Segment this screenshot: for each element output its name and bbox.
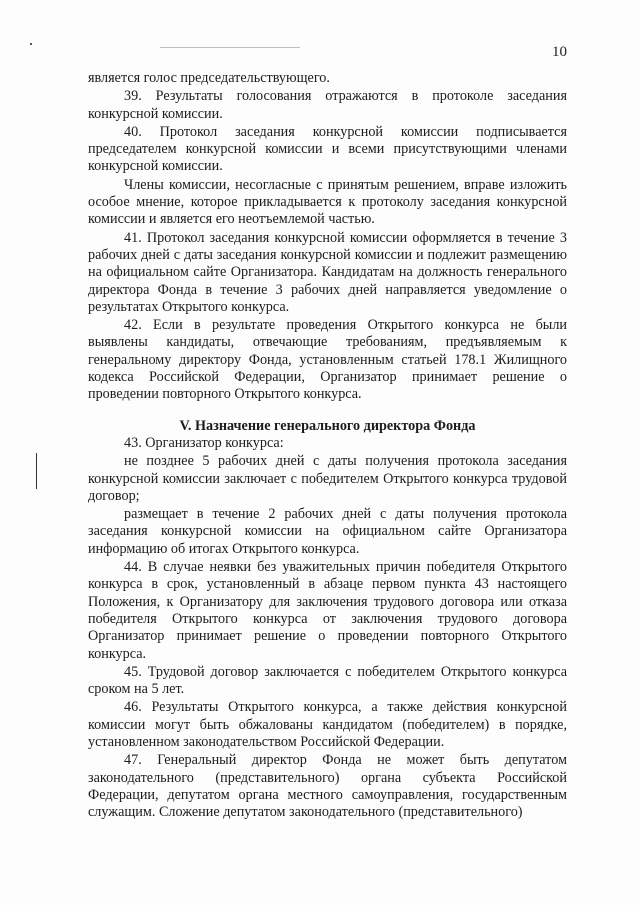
paragraph-43: 43. Организатор конкурса: [124,434,284,451]
paragraph-39: 39. Результаты голосования отражаются в протоколе заседания конкурсной комиссии. [88,88,567,122]
paragraph-46: 46. Результаты Открытого конкурса, а также действия конкурсной комиссии могут быть обжалованы кандидатом (победителем) в порядке, установленном законодательством Российской Федерации. [88,699,567,750]
scan-margin-line [36,453,37,489]
scan-dot [30,43,32,45]
paragraph-42: 42. Если в результате проведения Открытого конкурса не были выявлены кандидаты, отвечающие требованиям, предъявляемым к генеральному директору Фонда, установленным статьей 178.1 Жилищного кодекса Российской Федерации, Организатор принимает решение о проведении повторного Открытого конкурса. [88,317,567,403]
document-body [88,70,567,821]
paragraph-40: 40. Протокол заседания конкурсной комиссии подписывается председателем конкурсной комиссии и всеми присутствующими членами конкурсной комиссии. [88,123,567,175]
page-number: 10 [552,44,567,60]
paragraph-43-item-1: не позднее 5 рабочих дней с даты получения протокола заседания конкурсной комиссии заключает с победителем Открытого конкурса трудовой договор; [88,453,567,504]
paragraph-44: 44. В случае неявки без уважительных причин победителя Открытого конкурса в срок, установленный в абзаце первом пункта 43 настоящего Положения, к Организатору для заключения трудового договора или отказа победителя Открытого конкурса от заключения трудового договора Организатор принимает решение о проведении повторного Открытого конкурса. [88,559,567,662]
paragraph-dissent: Члены комиссии, несогласные с принятым решением, вправе изложить особое мнение, которое прикладывается к протоколу заседания конкурсной комиссии и является его неотъемлемой частью. [88,176,567,228]
paragraph-45: 45. Трудовой договор заключается с победителем Открытого конкурса сроком на 5 лет. [88,663,567,698]
paragraph-continuation: является голос председательствующего. [88,70,330,86]
scan-streak [160,47,300,48]
paragraph-47: 47. Генеральный директор Фонда не может быть депутатом законодательного (представительного) органа субъекта Российской Федерации, депутатом органа местного самоуправления, государственным служащим. Сложение депутатом законодательного (представительного) [88,752,567,821]
section-heading: V. Назначение генерального директора Фонда [179,417,476,434]
paragraph-43-item-2: размещает в течение 2 рабочих дней с даты получения протокола заседания конкурсной комиссии на официальном сайте Организатора информацию об итогах Открытого конкурса. [88,506,567,557]
paragraph-41: 41. Протокол заседания конкурсной комиссии оформляется в течение 3 рабочих дней с даты заседания конкурсной комиссии и подлежит размещению на официальном сайте Организатора. Кандидатам на должность генерального директора Фонда в течение 3 рабочих дней направляется уведомление о результатах Открытого конкурса. [88,229,567,315]
